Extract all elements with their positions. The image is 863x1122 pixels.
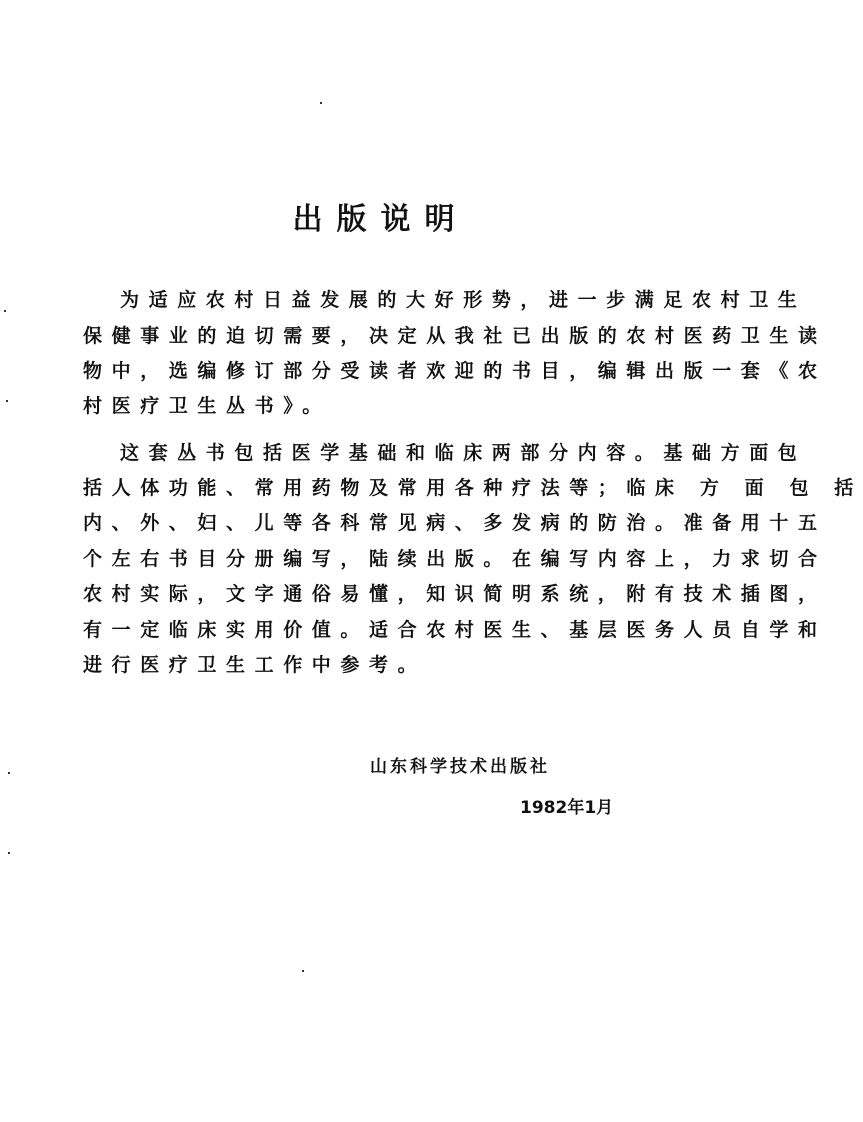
- publisher-name: 山东科学技术出版社: [370, 757, 550, 777]
- paragraph-1-line: 为适应农村日益发展的大好形势，进一步满足农村卫生: [120, 289, 807, 311]
- paragraph-2-line: 括人体功能、常用药物及常用各种疗法等；临床 方 面 包 括: [83, 477, 863, 499]
- paragraph-2-line: 个左右书目分册编写，陆续出版。在编写内容上，力求切合: [83, 548, 827, 570]
- scan-speck: [8, 852, 10, 854]
- paragraph-2-line: 进行医疗卫生工作中参考。: [83, 654, 427, 676]
- paragraph-2-line: 内、外、妇、儿等各科常见病、多发病的防治。准备用十五: [83, 512, 827, 534]
- scan-speck: [4, 310, 6, 312]
- scan-speck: [302, 970, 304, 972]
- scan-speck: [6, 400, 8, 402]
- paragraph-2-line: 这套丛书包括医学基础和临床两部分内容。基础方面包: [120, 442, 807, 464]
- scan-speck: [8, 772, 10, 774]
- publication-date: 1982年1月: [520, 798, 614, 818]
- paragraph-1-line: 物中，选编修订部分受读者欢迎的书目，编辑出版一套《农: [83, 360, 827, 382]
- scan-speck: [320, 102, 322, 104]
- paragraph-2-line: 有一定临床实用价值。适合农村医生、基层医务人员自学和: [83, 619, 827, 641]
- page-title: 出版说明: [292, 202, 469, 237]
- paragraph-2-line: 农村实际，文字通俗易懂，知识简明系统，附有技术插图，: [83, 583, 827, 605]
- paragraph-1-line: 保健事业的迫切需要，决定从我社已出版的农村医药卫生读: [83, 325, 827, 347]
- paragraph-1-line: 村医疗卫生丛书》。: [83, 395, 331, 417]
